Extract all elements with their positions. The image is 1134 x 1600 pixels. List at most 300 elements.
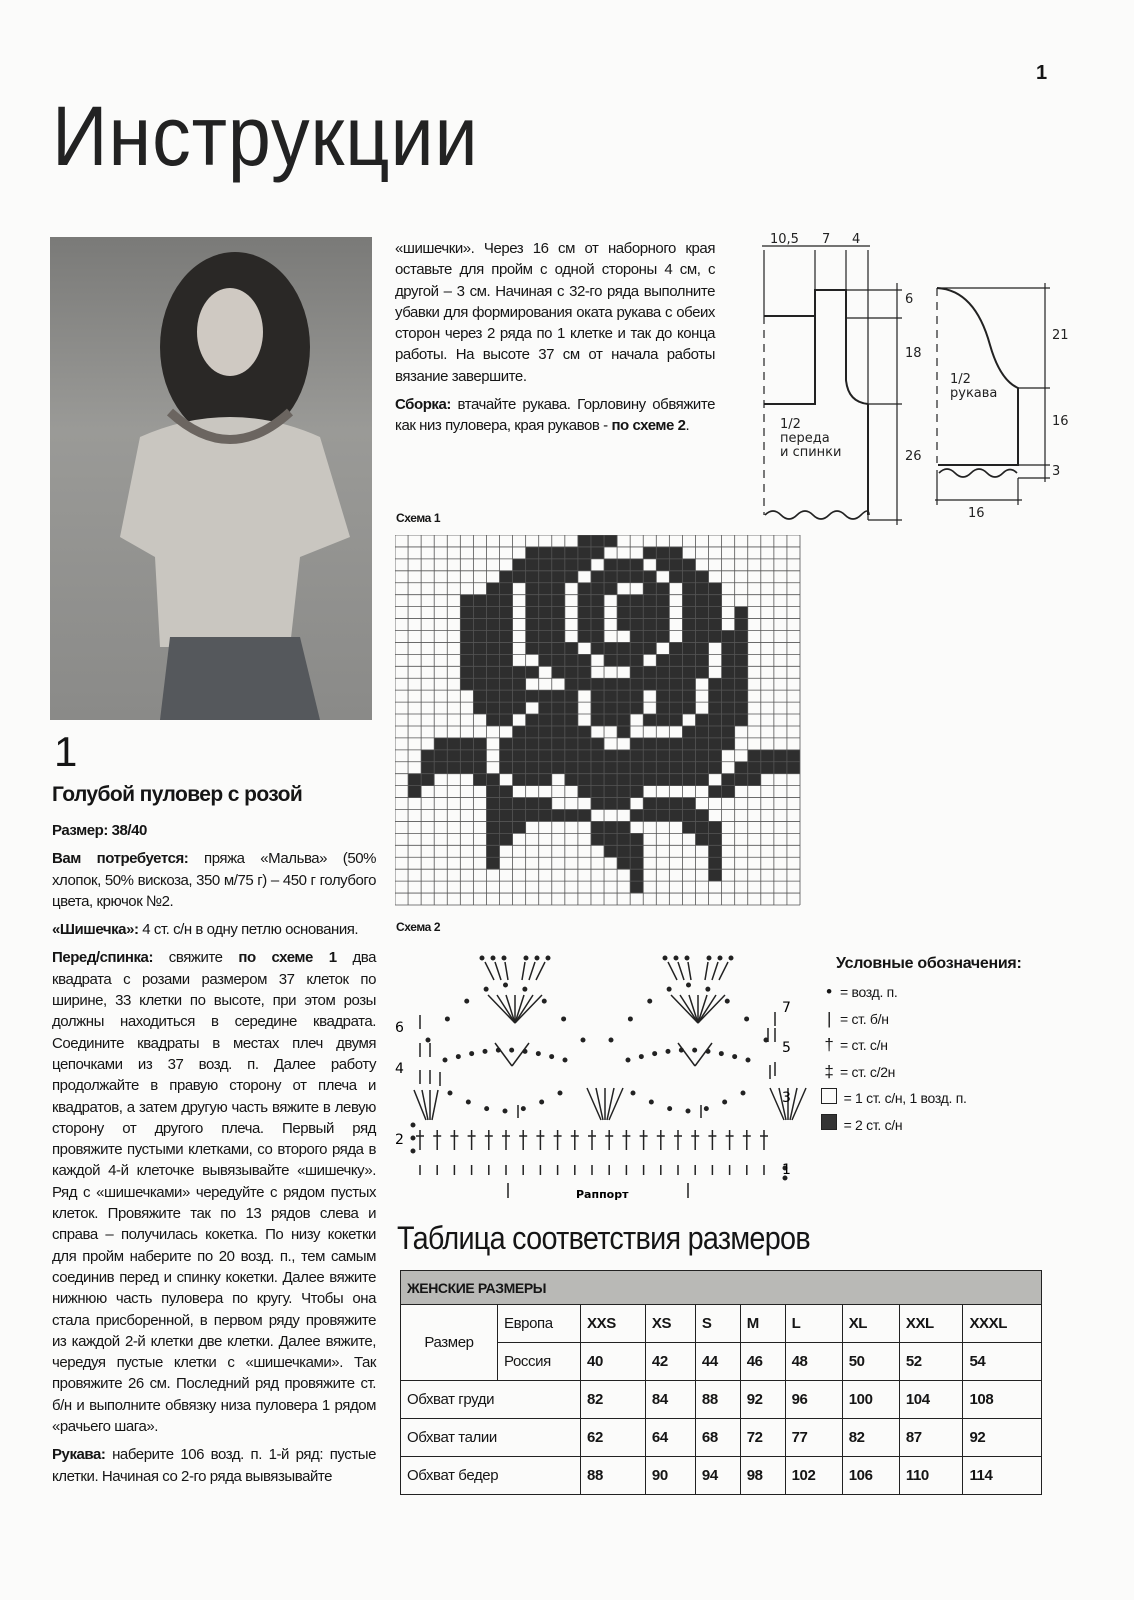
- filled-cell: [421, 750, 434, 762]
- filled-cell: [682, 750, 695, 762]
- filled-cell: [434, 738, 447, 750]
- legend-item-filled-mesh: [818, 1112, 1021, 1139]
- measurement-value: 92: [963, 1419, 1042, 1457]
- filled-cell: [604, 702, 617, 714]
- filled-cell: [447, 762, 460, 774]
- chain-stitch-mark: [663, 956, 667, 960]
- size-paragraph: [52, 820, 376, 841]
- filled-cell: [565, 690, 578, 702]
- filled-cell: [669, 714, 682, 726]
- filled-cell: [630, 666, 643, 678]
- chain-stitch-mark: [668, 1107, 672, 1111]
- dim-yoke-top: 6: [905, 292, 914, 307]
- filled-cell: [695, 821, 708, 833]
- filled-cell: [617, 619, 630, 631]
- filled-cell: [513, 726, 526, 738]
- filled-cell: [513, 774, 526, 786]
- russia-size-cell: 50: [842, 1343, 899, 1381]
- body-outline: [762, 246, 902, 525]
- filled-cell: [500, 750, 513, 762]
- measurement-value: 77: [785, 1419, 842, 1457]
- filled-cell: [695, 642, 708, 654]
- chain-stitch-mark: [723, 1100, 727, 1104]
- filled-cell: [486, 702, 499, 714]
- table-row: [401, 1419, 1042, 1457]
- schema2-reference: по схеме 2: [611, 417, 686, 435]
- filled-cell: [709, 869, 722, 881]
- filled-cell: [447, 738, 460, 750]
- filled-cell: [630, 762, 643, 774]
- filled-cell: [500, 690, 513, 702]
- filled-cell: [591, 738, 604, 750]
- filled-cell: [486, 678, 499, 690]
- filled-cell: [434, 762, 447, 774]
- dim-sleeve-edge: 3: [1052, 464, 1061, 479]
- filled-cell: [539, 690, 552, 702]
- filled-cell: [682, 774, 695, 786]
- filled-cell: [630, 869, 643, 881]
- filled-cell: [617, 833, 630, 845]
- filled-cell: [526, 559, 539, 571]
- filled-cell: [630, 630, 643, 642]
- measurement-value: 106: [842, 1457, 899, 1495]
- filled-cell: [722, 714, 735, 726]
- filled-cell: [565, 678, 578, 690]
- treble-crochet-icon: ‡: [824, 1061, 834, 1081]
- filled-cell: [630, 619, 643, 631]
- filled-cell: [604, 559, 617, 571]
- filled-cell: [578, 678, 591, 690]
- measurement-value: 84: [645, 1381, 695, 1419]
- filled-cell: [578, 547, 591, 559]
- filled-cell: [722, 642, 735, 654]
- filled-cell: [473, 678, 486, 690]
- filled-cell: [604, 845, 617, 857]
- filled-cell: [486, 666, 499, 678]
- filled-cell: [630, 702, 643, 714]
- russia-size-cell: 54: [963, 1343, 1042, 1381]
- filled-cell: [735, 678, 748, 690]
- filled-cell: [669, 559, 682, 571]
- dim-sleeve-width: 16: [968, 506, 985, 521]
- chain-stitch-mark: [746, 1058, 750, 1062]
- filled-cell: [552, 630, 565, 642]
- chain-stitch-mark: [693, 1048, 697, 1052]
- filled-cell: [604, 583, 617, 595]
- filled-cell: [682, 559, 695, 571]
- filled-cell: [500, 654, 513, 666]
- filled-cell: [486, 833, 499, 845]
- chain-stitch-mark: [542, 999, 546, 1003]
- chain-stitch-mark: [502, 956, 506, 960]
- filled-cell: [486, 630, 499, 642]
- filled-cell: [473, 762, 486, 774]
- filled-cell: [539, 571, 552, 583]
- chain-stitch-mark: [745, 1017, 749, 1021]
- filled-cell: [591, 583, 604, 595]
- chain-stitch-mark: [674, 956, 678, 960]
- filled-cell: [695, 583, 708, 595]
- filled-cell: [630, 786, 643, 798]
- filled-cell: [630, 750, 643, 762]
- filled-cell: [682, 702, 695, 714]
- filled-cell: [486, 607, 499, 619]
- chain-stitch-icon: •: [826, 982, 832, 1002]
- filled-cell: [722, 786, 735, 798]
- chain-stitch-mark: [719, 1052, 723, 1056]
- filled-cell: [656, 666, 669, 678]
- chain-stitch-mark: [536, 1052, 540, 1056]
- filled-cell: [643, 642, 656, 654]
- legend-text: = возд. п.: [840, 984, 898, 1001]
- filled-cell: [500, 798, 513, 810]
- chain-stitch-mark: [631, 1091, 635, 1095]
- filled-cell: [643, 630, 656, 642]
- chain-stitch-mark: [456, 1055, 460, 1059]
- filled-cell: [695, 774, 708, 786]
- measurement-value: 96: [785, 1381, 842, 1419]
- filled-cell: [500, 583, 513, 595]
- dim-shoulder: 10,5: [770, 232, 799, 247]
- filled-cell: [591, 750, 604, 762]
- filled-cell: [513, 678, 526, 690]
- filled-cell: [709, 845, 722, 857]
- picot-mark: [505, 962, 508, 980]
- chain-stitch-mark: [491, 956, 495, 960]
- filled-cell: [513, 738, 526, 750]
- filled-cell: [604, 642, 617, 654]
- v-stitch-mark: [495, 1043, 512, 1066]
- filled-cell: [669, 774, 682, 786]
- filled-cell: [695, 762, 708, 774]
- filled-cell: [669, 702, 682, 714]
- filled-cell: [617, 821, 630, 833]
- filled-cell: [787, 762, 800, 774]
- filled-cell: [591, 642, 604, 654]
- measurement-value: 90: [645, 1457, 695, 1495]
- filled-cell: [630, 833, 643, 845]
- filled-cell: [643, 595, 656, 607]
- v-stitch-mark: [512, 1043, 529, 1066]
- row-number-7: 7: [782, 1000, 791, 1016]
- measurement-value: 92: [740, 1381, 785, 1419]
- europe-label-cell: Европа: [498, 1305, 581, 1343]
- filled-cell: [643, 714, 656, 726]
- filled-cell: [552, 607, 565, 619]
- filled-cell: [617, 845, 630, 857]
- filled-cell: [460, 607, 473, 619]
- filled-cell: [539, 654, 552, 666]
- filled-cell: [656, 750, 669, 762]
- filled-cell: [513, 690, 526, 702]
- filled-cell: [617, 750, 630, 762]
- filled-cell: [735, 619, 748, 631]
- chain-stitch-mark: [704, 1107, 708, 1111]
- chain-stitch-mark: [443, 1058, 447, 1062]
- row-number-5: 5: [782, 1040, 791, 1056]
- picot-mark: [678, 962, 684, 980]
- filled-cell: [565, 774, 578, 786]
- filled-cell: [539, 774, 552, 786]
- chain-stitch-mark: [445, 1017, 449, 1021]
- filled-cell: [604, 750, 617, 762]
- filled-cell: [539, 559, 552, 571]
- filled-cell: [591, 678, 604, 690]
- filled-cell: [539, 583, 552, 595]
- filled-cell: [513, 821, 526, 833]
- front-back-label: Перед/спинка:: [52, 949, 153, 967]
- filled-cell: [486, 690, 499, 702]
- filled-cell: [617, 607, 630, 619]
- filled-cell: [695, 666, 708, 678]
- filled-cell: [656, 547, 669, 559]
- filled-cell: [709, 726, 722, 738]
- filled-cell: [552, 642, 565, 654]
- legend: [818, 955, 1021, 1138]
- filled-cell: [617, 654, 630, 666]
- measurement-value: 102: [785, 1457, 842, 1495]
- size-label: Размер:: [52, 822, 108, 839]
- filled-cell: [643, 762, 656, 774]
- table-row-russia: [401, 1343, 1042, 1381]
- filled-cell: [539, 619, 552, 631]
- filled-cell: [604, 833, 617, 845]
- filled-cell: [578, 595, 591, 607]
- filled-cell: [578, 630, 591, 642]
- filled-cell: [473, 607, 486, 619]
- legend-item-chain: [818, 979, 1021, 1006]
- filled-cell: [565, 726, 578, 738]
- russia-size-cell: 40: [581, 1343, 646, 1381]
- filled-cell: [617, 714, 630, 726]
- chain-stitch-mark: [649, 1100, 653, 1104]
- filled-cell: [486, 798, 499, 810]
- measurement-value: 100: [842, 1381, 899, 1419]
- filled-cell: [460, 678, 473, 690]
- filled-cell: [669, 678, 682, 690]
- filled-cell: [669, 654, 682, 666]
- filled-cell: [656, 738, 669, 750]
- filled-cell: [434, 750, 447, 762]
- filled-cell: [513, 666, 526, 678]
- filled-cell: [460, 750, 473, 762]
- filled-cell: [669, 571, 682, 583]
- row-number-3: 3: [782, 1090, 791, 1106]
- filled-cell: [565, 559, 578, 571]
- filled-cell: [473, 642, 486, 654]
- filled-cell: [643, 666, 656, 678]
- filled-cell: [630, 690, 643, 702]
- sleeve-continuation: «шишечки». Через 16 см от наборного края оставьте для пройм с одной стороны 4 см, с другой – 3 см. Начиная с 32-го ряда выполните убавки для формирования оката рукава с обеих сторон через 2 ряда по 1 клетке и так до конца работы. На высоте 37 см от начала работы вязание завершите.: [395, 240, 715, 385]
- filled-cell: [656, 595, 669, 607]
- row-number-6: 6: [395, 1020, 404, 1036]
- filled-cell: [500, 619, 513, 631]
- schema2-label: Схема 2: [396, 920, 441, 934]
- russia-size-cell: 46: [740, 1343, 785, 1381]
- body-label-fraction: 1/2: [780, 417, 801, 432]
- filled-cell: [630, 571, 643, 583]
- filled-cell: [617, 762, 630, 774]
- filled-cell: [513, 798, 526, 810]
- filled-cell: [617, 786, 630, 798]
- chain-stitch-mark: [563, 1058, 567, 1062]
- filled-cell: [695, 654, 708, 666]
- measurement-value: 82: [581, 1381, 646, 1419]
- chain-stitch-mark: [666, 1049, 670, 1053]
- chain-stitch-mark: [484, 987, 488, 991]
- filled-cell: [709, 821, 722, 833]
- filled-cell: [486, 821, 499, 833]
- legend-item-open-mesh: [818, 1085, 1021, 1112]
- assembly-label: Сборка:: [395, 396, 451, 414]
- filled-cell: [669, 762, 682, 774]
- europe-size-cell: L: [785, 1305, 842, 1343]
- filled-cell: [578, 810, 591, 822]
- filled-cell: [565, 738, 578, 750]
- filled-cell: [617, 798, 630, 810]
- filled-cell: [500, 630, 513, 642]
- filled-cell: [591, 821, 604, 833]
- filled-cell: [656, 583, 669, 595]
- filled-cell: [669, 810, 682, 822]
- bobble-text: 4 ст. с/н в одну петлю основания.: [138, 921, 359, 939]
- filled-cell: [630, 845, 643, 857]
- filled-cell: [539, 630, 552, 642]
- filled-cell: [513, 762, 526, 774]
- russia-label-cell: Россия: [498, 1343, 581, 1381]
- filled-cell: [630, 857, 643, 869]
- filled-cell: [578, 666, 591, 678]
- filled-cell: [630, 774, 643, 786]
- filled-cell: [539, 642, 552, 654]
- measurement-value: 114: [963, 1457, 1042, 1495]
- filled-cell: [748, 750, 761, 762]
- filled-cell: [722, 678, 735, 690]
- filled-cell: [565, 810, 578, 822]
- filled-cell: [643, 607, 656, 619]
- filled-cell: [500, 571, 513, 583]
- filled-cell: [591, 595, 604, 607]
- filled-cell: [748, 762, 761, 774]
- legend-item-tr: [818, 1059, 1021, 1086]
- filled-cell: [682, 619, 695, 631]
- chain-stitch-mark: [411, 1149, 415, 1153]
- legend-title: Условные обозначения:: [836, 955, 1022, 972]
- double-crochet-mark: [680, 995, 698, 1023]
- filled-cell: [408, 786, 421, 798]
- filled-cell: [552, 810, 565, 822]
- filled-cell: [722, 702, 735, 714]
- chain-stitch-mark: [524, 956, 528, 960]
- filled-cell: [421, 774, 434, 786]
- filled-cell: [565, 642, 578, 654]
- filled-cell: [630, 881, 643, 893]
- filled-cell: [695, 571, 708, 583]
- measurement-label: Обхват груди: [401, 1381, 581, 1419]
- filled-cell: [695, 595, 708, 607]
- table-row: [401, 1381, 1042, 1419]
- filled-cell: [604, 762, 617, 774]
- filled-cell: [591, 774, 604, 786]
- filled-cell: [656, 798, 669, 810]
- chain-stitch-mark: [535, 956, 539, 960]
- filled-cell: [526, 798, 539, 810]
- double-crochet-mark: [515, 995, 533, 1023]
- filled-cell: [695, 714, 708, 726]
- filled-cell: [643, 738, 656, 750]
- project-number: 1: [54, 728, 78, 775]
- filled-cell: [656, 762, 669, 774]
- double-crochet-mark: [698, 995, 716, 1023]
- dim-neck: 7: [822, 232, 831, 247]
- filled-cell: [630, 642, 643, 654]
- filled-cell: [421, 762, 434, 774]
- filled-cell: [656, 607, 669, 619]
- russia-size-cell: 48: [785, 1343, 842, 1381]
- filled-cell: [591, 535, 604, 547]
- measurement-label: Обхват бедер: [401, 1457, 581, 1495]
- filled-cell: [643, 678, 656, 690]
- v-stitch-mark: [695, 1043, 712, 1066]
- filled-cell: [735, 714, 748, 726]
- filled-cell: [630, 559, 643, 571]
- chain-stitch-mark: [480, 956, 484, 960]
- filled-cell: [643, 750, 656, 762]
- body-label-line3: и спинки: [780, 445, 842, 460]
- europe-size-cell: XL: [842, 1305, 899, 1343]
- filled-cell: [735, 690, 748, 702]
- assembly-text: втачайте рукава. Горловину обвяжите как низ пуловера, края рукавов -: [395, 396, 715, 435]
- filled-cell: [486, 857, 499, 869]
- filled-cell: [735, 630, 748, 642]
- filled-cell: [709, 738, 722, 750]
- filled-cell: [526, 583, 539, 595]
- schema2-edging-chart: [390, 940, 810, 1210]
- filled-cell: [682, 642, 695, 654]
- row-number-1: 1: [782, 1162, 791, 1178]
- filled-cell: [669, 738, 682, 750]
- filled-cell: [591, 833, 604, 845]
- legend-item-sc: [818, 1006, 1021, 1033]
- filled-cell: [722, 738, 735, 750]
- filled-cell: [722, 774, 735, 786]
- filled-cell: [709, 678, 722, 690]
- filled-cell: [695, 750, 708, 762]
- filled-cell: [709, 583, 722, 595]
- filled-cell: [682, 810, 695, 822]
- filled-cell: [565, 750, 578, 762]
- size-table-section: ЖЕНСКИЕ РАЗМЕРЫ: [401, 1271, 1042, 1305]
- filled-cell: [486, 774, 499, 786]
- filled-cell: [473, 702, 486, 714]
- filled-cell: [709, 690, 722, 702]
- measurement-value: 104: [899, 1381, 963, 1419]
- filled-cell: [682, 630, 695, 642]
- dim-body-length: 26: [905, 449, 922, 464]
- dim-sleeve-length: 16: [1052, 414, 1069, 429]
- chain-stitch-mark: [733, 1055, 737, 1059]
- measurement-value: 88: [581, 1457, 646, 1495]
- filled-cell: [578, 750, 591, 762]
- filled-cell: [565, 702, 578, 714]
- filled-cell: [735, 702, 748, 714]
- filled-cell: [682, 571, 695, 583]
- filled-cell: [552, 690, 565, 702]
- filled-cell: [735, 762, 748, 774]
- chain-stitch-mark: [685, 956, 689, 960]
- russia-size-cell: 42: [645, 1343, 695, 1381]
- chain-stitch-mark: [448, 1091, 452, 1095]
